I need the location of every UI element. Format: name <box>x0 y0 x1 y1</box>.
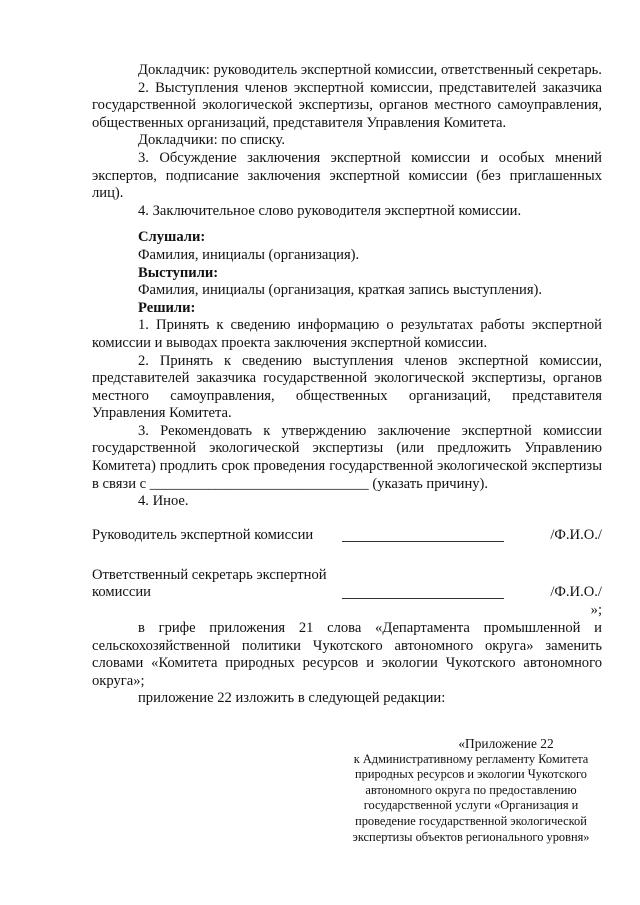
appendix-22-header <box>340 736 602 845</box>
paragraph-speakers-list: Докладчики: по списку. <box>138 132 285 149</box>
paragraph-item-2: 2. Выступления членов экспертной комиссии, представителей заказчика государственной экологической экспертизы, органов местного самоуправления, общественных организаций, представителя Управления Комитета. <box>92 79 602 131</box>
secretary-signature-label-2: комиссии <box>92 584 151 601</box>
signature-line <box>342 541 504 542</box>
paragraph-speaker: Докладчик: руководитель экспертной комиссии, ответственный секретарь. <box>138 62 602 78</box>
document-body <box>92 62 602 708</box>
spoke-text: Фамилия, инициалы (организация, краткая запись выступления). <box>138 282 543 299</box>
head-signature-row <box>92 527 602 545</box>
amendment-appendix-22: приложение 22 изложить в следующей редакции: <box>138 690 446 707</box>
appendix-subtitle: к Административному регламенту Комитета природных ресурсов и экологии Чукотского автономного округа по предоставлению государственной услуги «Организация и проведение государственной экологической экспертизы объектов регионального уровня» <box>352 751 590 844</box>
head-fio: /Ф.И.О./ <box>550 526 602 543</box>
signature-line <box>342 598 504 599</box>
decision-3: 3. Рекомендовать к утверждению заключение экспертной комиссии государственной экологической экспертизы (или предложить Управлению Комитета) продлить срок проведения государственной экологической экспертизы в связи с ______________________________ (указать причину). <box>92 422 602 492</box>
spoke-heading: Выступили: <box>138 264 219 281</box>
secretary-fio: /Ф.И.О./ <box>550 584 602 601</box>
secretary-signature-label-1: Ответственный секретарь экспертной <box>92 566 327 583</box>
decision-4: 4. Иное. <box>138 493 189 510</box>
decision-1: 1. Принять к сведению информацию о результатах работы экспертной комиссии и выводах проекта заключения экспертной комиссии. <box>92 317 602 351</box>
heard-heading: Слушали: <box>138 229 206 246</box>
decision-2: 2. Принять к сведению выступления членов экспертной комиссии, представителей заказчика государственной экологической экспертизы, органов местного самоуправления, общественных организаций, представителя Управления Комитета. <box>92 352 602 422</box>
closing-quote: »; <box>590 602 602 619</box>
paragraph-item-3: 3. Обсуждение заключения экспертной комиссии и особых мнений экспертов, подписание заключения экспертной комиссии (без приглашенных лиц). <box>92 149 602 202</box>
heard-text: Фамилия, инициалы (организация). <box>138 246 360 263</box>
decided-heading: Решили: <box>138 299 196 316</box>
head-signature-label: Руководитель экспертной комиссии <box>92 526 314 543</box>
amendment-appendix-21: в грифе приложения 21 слова «Департамента промышленной и сельскохозяйственной политики Чукотского автономного округа» заменить словами «Комитета природных ресурсов и экологии Чукотского автономного округа»; <box>92 620 602 689</box>
paragraph-item-4: 4. Заключительное слово руководителя экспертной комиссии. <box>138 202 522 219</box>
appendix-title: «Приложение 22 <box>458 736 554 751</box>
secretary-signature-row <box>92 584 602 602</box>
